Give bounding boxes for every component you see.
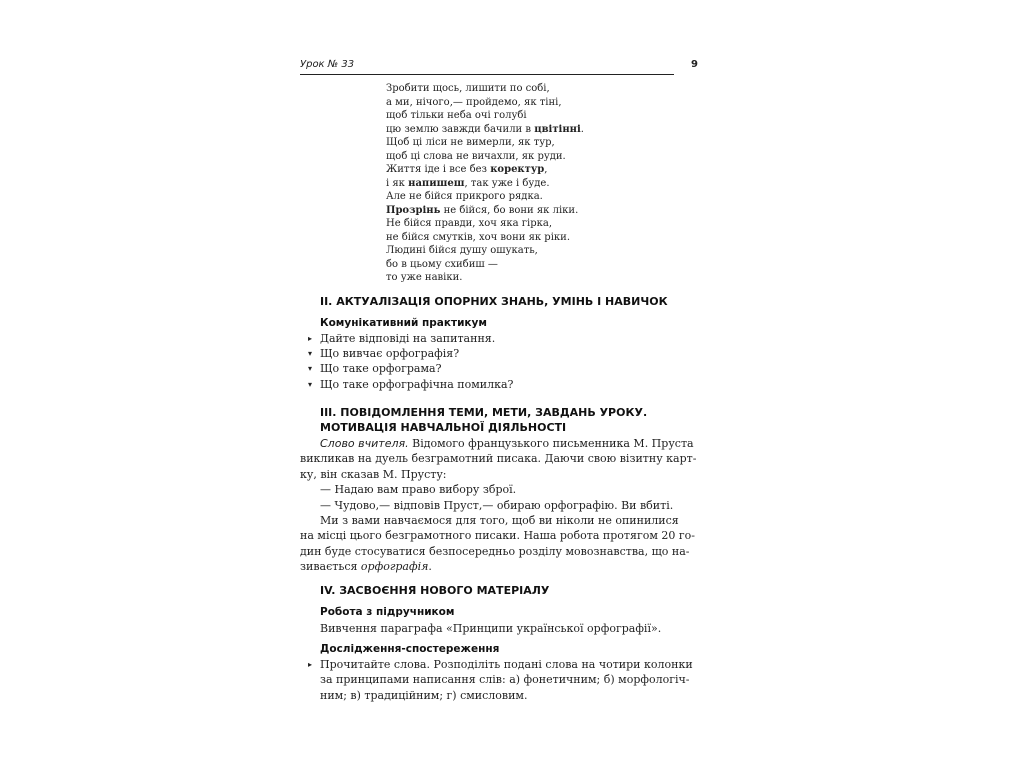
- subsection-heading: Робота з підручником: [320, 606, 455, 618]
- poem-emphasis: цвітінні: [534, 123, 581, 135]
- poem-line: не бійся смутків, хоч вони як ріки.: [386, 231, 571, 243]
- section-heading-4: IV. ЗАСВОЄННЯ НОВОГО МАТЕРІАЛУ: [320, 584, 550, 597]
- poem-emphasis: напишеш: [408, 177, 465, 189]
- list-item: ▾ Що таке орфограма?: [308, 362, 442, 376]
- poem-line: Не бійся правди, хоч яка гірка,: [386, 218, 553, 229]
- text-line: ним; в) традиційним; г) смисловим.: [320, 688, 528, 702]
- poem-line: щоб ці слова не вичахли, як руди.: [386, 150, 566, 162]
- term-orthography: орфографія: [360, 560, 429, 574]
- triangle-down-icon: ▾: [308, 349, 313, 359]
- poem-line: і як напишеш, так уже і буде.: [386, 177, 550, 189]
- subsection-heading: Дослідження-спостереження: [320, 643, 500, 655]
- triangle-down-icon: ▾: [308, 379, 313, 389]
- poem-line: Але не бійся прикрого рядка.: [386, 191, 543, 202]
- lesson-title: Урок № 33: [300, 59, 355, 70]
- text-line: — Чудово,— відповів Пруст,— обираю орфографію. Ви вбиті.: [320, 498, 674, 512]
- text-line: дин буде стосуватися безпосередньо розділу мовознавства, що на-: [300, 544, 690, 558]
- text-line: Ми з вами навчаємося для того, щоб ви ніколи не опинилися: [320, 513, 679, 527]
- text-line: ку, він сказав М. Прусту:: [300, 467, 447, 481]
- text-line: викликав на дуель безграмотний писака. Даючи свою візитну карт-: [300, 452, 697, 466]
- triangle-right-icon: ▸: [308, 660, 313, 669]
- poem-line: то уже навіки.: [386, 272, 463, 283]
- poem-emphasis: коректур: [490, 164, 545, 175]
- poem-line: цю землю завжди бачили в цвітінні.: [386, 123, 584, 135]
- poem-line: Життя іде і все без коректур,: [386, 164, 548, 175]
- text-line: Слово вчителя. Відомого французького письменника М. Пруста: [320, 437, 694, 450]
- teacher-speech: [300, 436, 698, 575]
- textbook-task: [320, 621, 698, 636]
- section-heading-3: III. ПОВІДОМЛЕННЯ ТЕМИ, МЕТИ, ЗАВДАНЬ УРОКУ. МОТИВАЦІЯ НАВЧАЛЬНОЇ ДІЯЛЬНОСТІ: [320, 406, 648, 434]
- text-line: на місці цього безграмотного писаки. Наша робота протягом 20 го-: [300, 529, 695, 543]
- poem-line: а ми, нічого,— пройдемо, як тіні,: [386, 96, 562, 108]
- poem-line: Щоб ці ліси не вимерли, як тур,: [386, 137, 555, 148]
- text-line: — Надаю вам право вибору зброї.: [320, 483, 517, 497]
- poem-line: Людині бійся душу ошукать,: [386, 245, 538, 256]
- text-line: ▸ Прочитайте слова. Розподіліть подані слова на чотири колонки: [308, 658, 693, 671]
- poem-line: Зробити щось, лишити по собі,: [386, 83, 550, 94]
- section-heading-2: II. АКТУАЛІЗАЦІЯ ОПОРНИХ ЗНАНЬ, УМІНЬ І НАВИЧОК: [320, 295, 668, 308]
- poem-line: Прозрінь не бійся, бо вони як ліки.: [386, 204, 579, 216]
- book-page: [300, 0, 700, 768]
- text-line: зивається орфографія.: [300, 560, 432, 574]
- question-list: [306, 331, 701, 392]
- page-number: 9: [691, 59, 698, 70]
- text-line: Вивчення параграфа «Принципи української орфографії».: [320, 622, 662, 635]
- list-item: ▸ Дайте відповіді на запитання.: [308, 332, 496, 345]
- poem-emphasis: Прозрінь: [386, 204, 441, 216]
- triangle-right-icon: ▸: [308, 334, 313, 343]
- header-rule: [300, 74, 674, 75]
- running-head: [300, 58, 700, 74]
- list-item: ▾ Що таке орфографічна помилка?: [308, 377, 514, 391]
- lead-label: Слово вчителя.: [320, 437, 409, 450]
- poem: [386, 82, 686, 285]
- poem-line: бо в цьому схибиш —: [386, 258, 498, 270]
- observation-task: [306, 657, 701, 703]
- subsection-heading: Комунікативний практикум: [320, 317, 487, 329]
- poem-line: щоб тільки неба очі голубі: [386, 110, 527, 121]
- text-line: за принципами написання слів: а) фонетичним; б) морфологіч-: [320, 673, 690, 687]
- triangle-down-icon: ▾: [308, 364, 313, 374]
- list-item: ▾ Що вивчає орфографія?: [308, 347, 460, 361]
